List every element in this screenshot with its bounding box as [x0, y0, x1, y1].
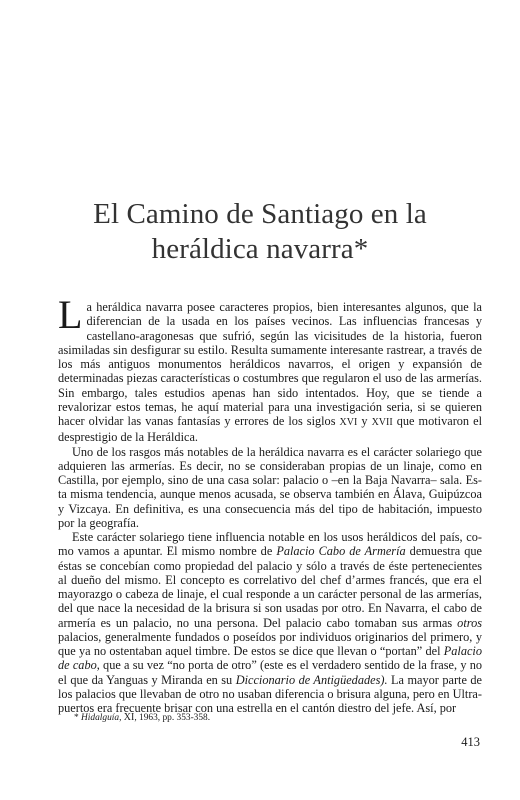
chapter-title	[60, 197, 460, 267]
text-run: XVII	[371, 417, 393, 428]
text-run: XI	[123, 712, 135, 723]
italic-text: Diccionario de Antigüedades).	[235, 672, 388, 687]
chapter-title-line-1: El Camino de Santiago en la	[93, 198, 427, 230]
italic-text: Palacio Cabo de Armería	[276, 544, 406, 559]
text-run: a heráldica navarra posee caracteres propios, bien interesantes algunos, que la diferencian de la usada en los países vecinos. Las influencias francesas y castellano-aragonesas que sufrió, según las vicisitudes de la historia, fueron asimiladas sin desfigurar su estilo. Resulta sumamente interesante rastrear, a través de los más antiguos monumentos heráldicos navarros, el origen y expansión de determinadas piezas características o costumbres que regularon el uso de las armerías. Sin embargo, tales estudios apenas han sido intentados. Hoy, que se tiende a revalorizar estos temas, he aquí material para una investigación seria, si se quieren hacer olvidar las vanas fantasías y errores de los siglos	[58, 300, 482, 428]
paragraph	[58, 445, 482, 531]
text-run: *	[74, 713, 82, 723]
chapter-title-line-2: heráldica navarra*	[151, 233, 369, 265]
text-run: demuestra que éstas se concebían como propiedad del palacio y sólo a través de éste pertenecientes al dueño del mismo. El concepto es correlativo del chef d’armes francés, que era el mayorazgo o cabeza de linaje, el cual responde a un carácter personal de las armerías, del que nace la necesidad de la brisura si son usadas por otro. En Navarra, el cabo de armería es un palacio, no una persona. Del palacio cabo tomaban sus armas	[58, 544, 482, 630]
paragraph	[58, 530, 482, 715]
text-run: , que a su vez “no porta de otro” (este es el verdadero sentido de la frase, y no el que da Yanguas y Miranda en su	[58, 658, 482, 687]
text-run: Este carácter solariego tiene influencia notable en los usos heráldicos del país, como vamos a apuntar. El mismo nombre de	[58, 530, 482, 559]
text-run: La mayor parte de los palacios que llevaban de otro no usaban diferencia o brisura alguna, pero en Ultrapuertos era frecuente brisar con una estrella en el cantón diestro del jefe. Así, por	[58, 672, 482, 715]
text-run: ,	[119, 713, 124, 723]
italic-text: Palacio de cabo	[58, 644, 482, 673]
drop-cap: L	[58, 292, 83, 337]
footnote	[74, 712, 210, 724]
text-run: XVI	[339, 417, 358, 428]
italic-text: otros	[457, 615, 482, 630]
text-run: que motivaron el desprestigio de la Heráldica.	[58, 414, 483, 445]
paragraph	[58, 292, 483, 445]
text-run: palacios, generalmente fundados o poseídos por individuos originarios del primero, y que ya no ostentaban aquel timbre. De estos se dice que llevan o “portan” del	[58, 629, 482, 658]
italic-text: Hidalguía	[81, 713, 120, 723]
body-text	[58, 292, 483, 715]
text-run: Uno de los rasgos más notables de la heráldica navarra es el carácter solariego que adquieren las armerías. Es decir, no se consideraban propias de un linaje, como en Castilla, por ejemplo, sino de una casa solar: palacio o –en la Baja Navarra– sala. Esta misma tendencia, aunque menos acusada, se observa también en Álava, Guipúzcoa y Vizcaya. En definitiva, es una consecuencia más del tipo de habitación, impuesto por la geografía.	[58, 444, 482, 530]
text-run: , 1963, pp. 353-358.	[134, 713, 211, 723]
page-number: 413	[461, 735, 480, 749]
text-run: y	[357, 414, 372, 428]
